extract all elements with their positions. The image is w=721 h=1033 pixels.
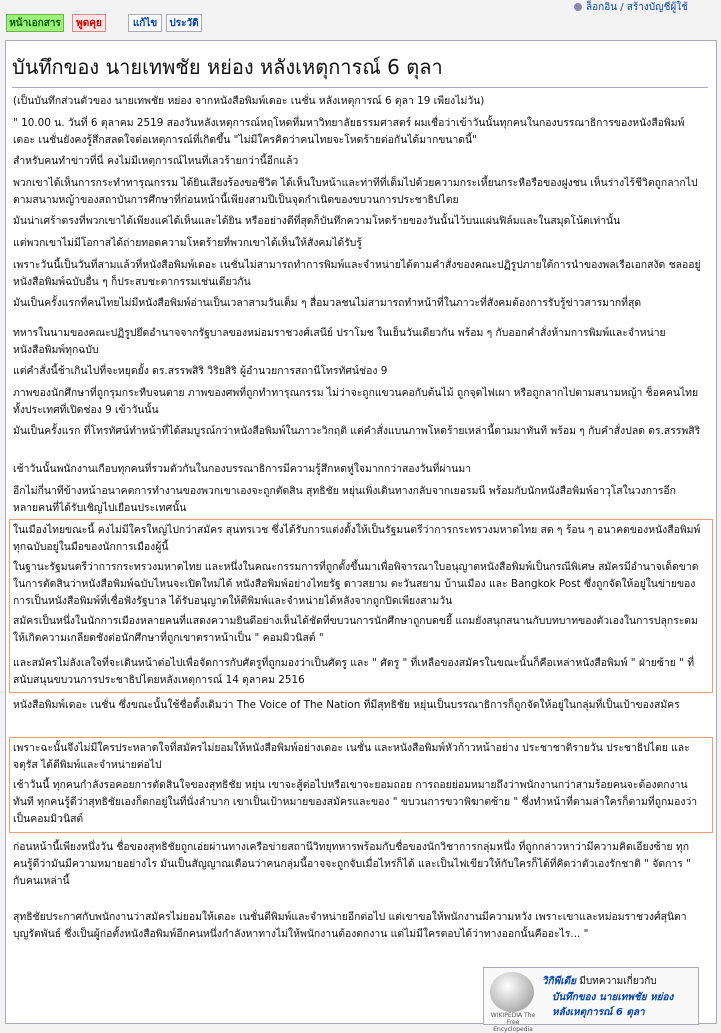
paragraph: หนังสือพิมพ์เดอะ เนชั่น ซึ่งขณะนั้นใช้ชื่อดั้งเดิมว่า The Voice of The Nation ที่มีสุทธิชัย หยุ่นเป็นบรรณาธิการก็ถูกจัดให้อยู่ในกลุ่มที่เป็นเป้าของสมัคร bbox=[13, 699, 680, 711]
paragraph: มันเป็นครั้งแรก ที่โทรทัศน์ทำหน้าที่ได้สมบูรณ์กว่าหนังสือพิมพ์ในภาวะวิกฤติ แต่คำสั่งแบนภาพโหดร้ายเหล่านี้ตามมาทันที พร้อม ๆ กับคำสั่งปลด ดร.สรรพสิริ bbox=[13, 425, 701, 437]
paragraph: ในฐานะรัฐมนตรีว่าการกระทรวงมหาดไทย และหนึ่งในคณะกรรมการที่ถูกตั้งขึ้นมาเพื่อพิจารณาใบอนุญาตหนังสือพิมพ์เป็นกรณีพิเศษ สมัครมีอำนาจเด็ดขาดในการตัดสินว่าหนังสือพิมพ์ฉบับไหนจะเปิดใหม่ได้ หนังสือพิมพ์อย่างไทยรัฐ ดาวสยาม ตะวันสยาม บ้านเมือง และ Bangkok Post ซึ่งถูกจัดให้อยู่ในข่ายของการเป็นหนังสือพิมพ์ที่เชื่อฟังรัฐบาล ได้รับอนุญาตให้ตีพิมพ์และจำหน่ายได้หลังจากถูกปิดเพียงสามวัน bbox=[13, 561, 699, 607]
paragraph: พวกเขาได้เห็นการกระทำทารุณกรรม ได้ยินเสียงร้องขอชีวิต ได้เห็นใบหน้าและท่าทีที่เต็มไปด้วยความกระเหี้ยนกระหือรือของฝูงชน เห็นร่างไร้ชีวิตถูกลากไปตามสนามหญ้าของสถาบันการศึกษาที่ก่อนหน้านี้เพียงสามปีเป็นจุดกำเนิดของขบวนการประชาธิปไตย bbox=[13, 177, 698, 206]
login-link[interactable] bbox=[574, 0, 688, 15]
paragraph: สุทธิชัยประกาศกับพนักงานว่าสมัครไม่ยอมให้เดอะ เนชั่นตีพิมพ์และจำหน่ายอีกต่อไป แต่เขาขอให้พนักงานมีความหวัง เพราะเขาและหม่อมราชวงศ์สุนิตา บุญรัตพันธ์ ซึ่งเป็นผู้ก่อตั้งหนังสือพิมพ์อีกคนหนึ่งกำลังหาทางไม่ให้พนักงานต้องตกงาน แต่ไม่มีใครตอบได้ว่าทางออกนั้นคืออะไร... " bbox=[13, 911, 687, 940]
tab-edit[interactable]: แก้ไข bbox=[128, 14, 162, 32]
paragraph: มันน่าเศร้าตรงที่พวกเขาได้เพียงแค่ได้เห็นและได้ยิน หรืออย่างดีที่สุดก็บันทึกความโหดร้ายของวันนั้นไว้บนแผ่นฟิล์มและในสมุดโน้ตเท่านั้น bbox=[13, 215, 621, 227]
page-title: บันทึกของ นายเทพชัย หย่อง หลังเหตุการณ์ 6 ตุลา bbox=[12, 51, 708, 88]
wikipedia-box-heading bbox=[542, 974, 657, 989]
paragraph: สมัครเป็นหนึ่งในนักการเมืองหลายคนที่แสดงความยินดีอย่างเห็นได้ชัดที่ขบวนการนักศึกษาถูกบดขยี้ แถมยังสนุกสนานกับบทบาทของตัวเองในการปลุกระดมให้เกิดความเกลียดชังต่อนักศึกษาที่ถูกเขาตราหน้าเป็น " คอมมิวนิสต์ " bbox=[13, 615, 698, 644]
tab-page[interactable]: หน้าเอกสาร bbox=[6, 14, 64, 32]
tab-talk[interactable]: พูดคุย bbox=[72, 14, 106, 32]
paragraph: ในเมืองไทยขณะนี้ คงไม่มีใครใหญ่ไปกว่าสมัคร สุนทรเวช ซึ่งได้รับการแต่งตั้งให้เป็นรัฐมนตรีว่าการกระทรวงมหาดไทย สด ๆ ร้อน ๆ อนาคตของหนังสือพิมพ์ทุกฉบับอยู่ในมือของนักการเมืองผู้นี้ bbox=[13, 524, 701, 553]
paragraph: ก่อนหน้านี้เพียงหนึ่งวัน ชื่อของสุทธิชัยถูกเอ่ยผ่านทางเครือข่ายสถานีวิทยุทหารพร้อมกับชื่อของนักวิชาการกลุ่มหนึ่ง ที่ถูกกล่าวหาว่ามีความคิดเอียงซ้าย ทุกคนรู้ดีว่ามันมีความหมายอย่างไร มันเป็นสัญญาณเตือนว่าคนกลุ่มนี้อาจจะถูกจับเมื่อไหร่ก็ได้ และเป็นไฟเขียวให้กับใครก็ได้ที่คิดว่าตัวเองรักชาติ " จัดการ " กับคนเหล่านี้ bbox=[13, 841, 691, 887]
paragraph: แต่คำสั่งนี้ช้าเกินไปที่จะหยุดยั้ง ดร.สรรพสิริ วิริยสิริ ผู้อำนวยการสถานีโทรทัศน์ช่อง 9 bbox=[13, 365, 388, 377]
paragraph: ภาพของนักศึกษาที่ถูกรุมกระทืบจนตาย ภาพของศพที่ถูกทำทารุณกรรม ไม่ว่าจะถูกแขวนคอกับต้นไม้ ถูกจุดไฟเผา หรือถูกลากไปตามสนามหญ้า ช็อคคนไทยทั้งประเทศที่เปิดช่อง 9 เข้าวันนั้น bbox=[13, 387, 699, 416]
user-icon bbox=[574, 3, 582, 11]
wikipedia-box bbox=[483, 967, 699, 1033]
paragraph: มันเป็นครั้งแรกที่คนไทยไม่มีหนังสือพิมพ์อ่านเป็นเวลาสามวันเต็ม ๆ สื่อมวลชนไม่สามารถทำหน้าที่ในภาวะที่สังคมต้องการรับรู้ข่าวสารมากที่สุด bbox=[13, 297, 642, 309]
wikipedia-article-link-2[interactable]: หลังเหตุการณ์ 6 ตุลา bbox=[552, 1007, 645, 1018]
wikipedia-article-link[interactable]: บันทึกของ นายเทพชัย หย่อง bbox=[552, 992, 674, 1003]
paragraph: เช้าวันนั้นพนักงานเกือบทุกคนที่รวมตัวกันในกองบรรณาธิการมีความรู้สึกหดหู่ใจมากกว่าสองวันที่ผ่านมา bbox=[13, 463, 472, 475]
paragraph: ทหารในนามของคณะปฏิรูปยึดอำนาจจากรัฐบาลของหม่อมราชวงศ์เสนีย์ ปราโมช ในเย็นวันเดียวกัน พร้อม ๆ กับออกคำสั่งห้ามการพิมพ์และจำหน่ายหนังสือพิมพ์ทุกฉบับ bbox=[13, 327, 666, 356]
top-bar bbox=[0, 0, 721, 40]
paragraph: เพราะวันนี้เป็นวันที่สามแล้วที่หนังสือพิมพ์เดอะ เนชั่นไม่สามารถทำการพิมพ์และจำหน่ายได้ตามคำสั่งของคณะปฏิรูปภายใต้การนำของพลเรือเอกสงัด ชลออยู่ หนังสือพิมพ์ฉบับอื่น ๆ ก็ประสบชะตากรรมเช่นเดียวกัน bbox=[13, 259, 701, 288]
wikipedia-logo-text: WIKIPEDIA The Free Encyclopedia bbox=[490, 1012, 536, 1033]
login-text[interactable]: ล็อกอิน / สร้างบัญชีผู้ใช้ bbox=[586, 2, 688, 13]
tab-history[interactable]: ประวัติ bbox=[166, 14, 202, 32]
paragraph: เพราะฉะนั้นจึงไม่มีใครประหลาดใจที่สมัครไม่ยอมให้หนังสือพิมพ์อย่างเดอะ เนชั่น และหนังสือพิมพ์หัวก้าวหน้าอย่าง ประชาชาติรายวัน ประชาธิปไตย และจตุรัส ได้ตีพิมพ์และจำหน่ายต่อไป bbox=[13, 742, 690, 771]
article-content bbox=[5, 40, 717, 1033]
paragraph: แต่พวกเขาไม่มีโอกาสได้ถ่ายทอดความโหดร้ายที่พวกเขาได้เห็นให้สังคมได้รับรู้ bbox=[13, 237, 362, 249]
wikipedia-box-suffix: มีบทความเกี่ยวกับ bbox=[579, 976, 657, 987]
paragraph: และสมัครไม่ลังเลใจที่จะเดินหน้าต่อไปเพื่อจัดการกับศัตรูที่ถูกมองว่าเป็นศัตรู และ " ศัตรู " ที่เหลือของสมัครในขณะนั้นก็คือเหล่าหนังสือพิมพ์ " ฝ่ายซ้าย " ที่สนับสนุนขบวนการประชาธิปไตยหลังเหตุการณ์ 14 ตุลาคม 2516 bbox=[13, 657, 695, 686]
paragraph: เช้าวันนี้ ทุกคนกำลังรอคอยการตัดสินใจของสุทธิชัย หยุ่น เขาจะสู้ต่อไปหรือเขาจะยอมถอย การถอยย่อมหมายถึงว่าพนักงานกว่าสามร้อยคนจะต้องตกงานทันที ทุกคนรู้ดีว่าสุทธิชัยเองก็ตกอยู่ในที่นั่งลำบาก เขาเป็นเป้าหมายของสมัครและของ " ขบวนการขวาพิฆาตซ้าย " ซึ่งทำหน้าที่ตามล่าใครก็ตามที่ถูกมองว่าเป็นคอมมิวนิสต์ bbox=[13, 779, 698, 825]
wikipedia-globe-icon bbox=[490, 972, 534, 1012]
paragraph: สำหรับคนทำข่าวที่นี่ คงไม่มีเหตุการณ์ไหนที่เลวร้ายกว่านี้อีกแล้ว bbox=[13, 155, 299, 167]
wikipedia-link[interactable]: วิกิพีเดีย bbox=[542, 976, 577, 987]
paragraph: " 10.00 น. วันที่ 6 ตุลาคม 2519 สองวันหลังเหตุการณ์หฤโหดที่มหาวิทยาลัยธรรมศาสตร์ ผมเชื่อว่าเข้าวันนั้นทุกคนในกองบรรณาธิการของหนังสือพิมพ์เดอะ เนชั่นยังคงรู้สึกสลดใจต่อเหตุการณ์ที่เกิดขึ้น "ไม่มีใครคิดว่าคนไทยจะโหดร้ายต่อกันได้มากขนาดนี้" bbox=[13, 117, 685, 146]
intro-paragraph: (เป็นบันทึกส่วนตัวของ นายเทพชัย หย่อง จากหนังสือพิมพ์เดอะ เนชั่น หลังเหตุการณ์ 6 ตุลา 19 เพียงไม่วัน) bbox=[13, 95, 485, 107]
paragraph: อีกไม่กี่นาทีข้างหน้าอนาคตการทำงานของพวกเขาเองจะถูกตัดสิน สุทธิชัย หยุ่นเพิ่งเดินทางกลับจากเยอรมนี พร้อมกับนักหนังสือพิมพ์อาวุโสในวงการอีกหลายคนที่ได้รับเชิญไปเยือนประเทศนั้น bbox=[13, 485, 676, 514]
